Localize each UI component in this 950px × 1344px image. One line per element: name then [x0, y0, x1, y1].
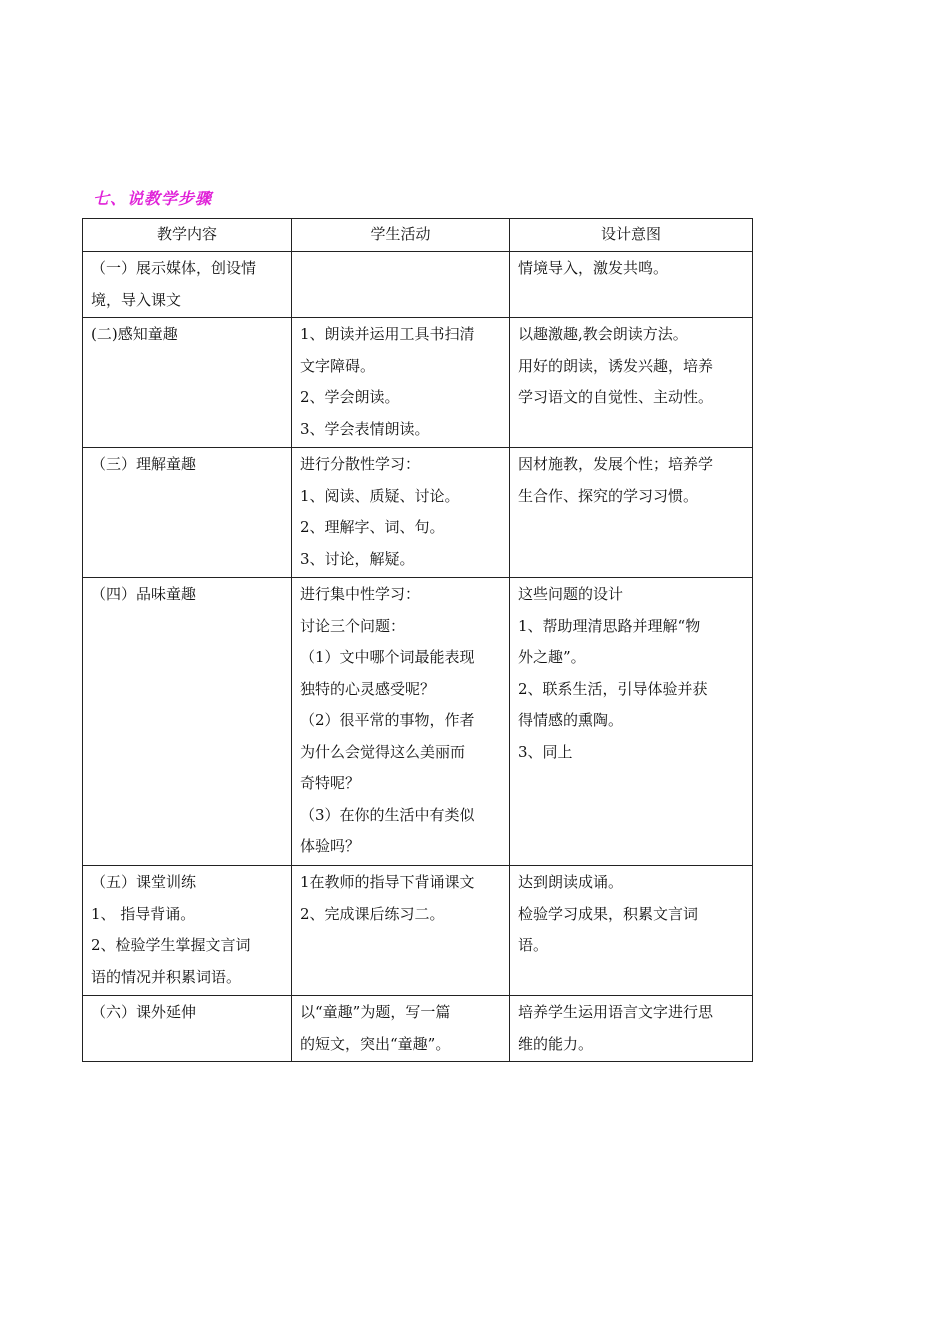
cell-line: 的短文，突出“童趣”。: [300, 1034, 451, 1053]
table-row: [83, 866, 753, 996]
cell-activity: [292, 866, 510, 996]
cell-line: 外之趣”。: [518, 648, 586, 666]
cell-intent: [510, 448, 753, 578]
cell-line: 这些问题的设计: [518, 585, 624, 603]
cell-line: 2、检验学生掌握文言词: [91, 936, 251, 954]
cell-line: 进行分散性学习：: [300, 455, 421, 473]
cell-content: [83, 448, 292, 578]
cell-line: 1在教师的指导下背诵课文: [300, 873, 475, 891]
cell-line: 进行集中性学习：: [300, 585, 421, 603]
cell-line: 文字障碍。: [300, 356, 376, 375]
cell-line: 独特的心灵感受呢？: [300, 679, 436, 698]
cell-line: 语。: [518, 936, 549, 954]
cell-line: 1、朗读并运用工具书扫清: [300, 325, 475, 343]
cell-line: 2、学会朗读。: [300, 388, 400, 406]
cell-line: 维的能力。: [518, 1034, 594, 1053]
cell-content: [83, 996, 292, 1062]
cell-intent: [510, 318, 753, 448]
cell-intent: [510, 996, 753, 1062]
header-activity: 学生活动: [292, 219, 510, 252]
cell-line: 因材施教，发展个性；培养学: [518, 455, 714, 473]
cell-line: 1、 指导背诵。: [91, 904, 196, 923]
cell-line: （3）在你的生活中有类似: [300, 805, 475, 824]
cell-line: 用好的朗读，诱发兴趣，培养: [518, 356, 714, 375]
cell-content: [83, 578, 292, 866]
cell-line: 2、理解字、词、句。: [300, 518, 445, 536]
cell-line: 培养学生运用语言文字进行思: [518, 1003, 714, 1021]
cell-line: （1）文中哪个词最能表现: [300, 648, 475, 666]
cell-line: 体验吗？: [300, 837, 361, 855]
cell-intent: [510, 578, 753, 866]
cell-line: （三）理解童趣: [91, 455, 197, 473]
cell-line: 奇特呢？: [300, 774, 361, 792]
cell-line: 检验学习成果，积累文言词: [518, 904, 699, 923]
cell-line: 学习语文的自觉性、主动性。: [518, 388, 714, 406]
table-body: [83, 252, 753, 1062]
header-intent: 设计意图: [510, 219, 753, 252]
cell-line: 3、讨论，解疑。: [300, 549, 415, 568]
cell-activity: [292, 448, 510, 578]
cell-line: 以趣激趣,教会朗读方法。: [518, 325, 688, 343]
cell-content: [83, 252, 292, 318]
cell-line: (二)感知童趣: [91, 325, 178, 343]
cell-intent: [510, 866, 753, 996]
cell-activity: [292, 318, 510, 448]
cell-line: 2、完成课后练习二。: [300, 904, 445, 923]
cell-line: 情境导入，激发共鸣。: [518, 259, 669, 277]
cell-line: （五）课堂训练: [91, 873, 197, 891]
cell-line: 讨论三个问题：: [300, 616, 406, 635]
cell-line: 生合作、探究的学习习惯。: [518, 486, 699, 505]
cell-line: 达到朗读成诵。: [518, 873, 624, 891]
cell-activity: [292, 252, 510, 318]
cell-line: 3、同上: [518, 742, 573, 761]
cell-line: （四）品味童趣: [91, 585, 197, 603]
cell-line: （一）展示媒体，创设情: [91, 259, 257, 277]
cell-line: 境，导入课文: [91, 290, 182, 309]
cell-content: [83, 866, 292, 996]
cell-line: 以“童趣”为题，写一篇: [300, 1003, 451, 1021]
header-content: 教学内容: [83, 219, 292, 252]
table-row: [83, 578, 753, 866]
table-row: [83, 318, 753, 448]
cell-content: [83, 318, 292, 448]
cell-line: 1、帮助理清思路并理解“物: [518, 616, 701, 635]
table-row: [83, 252, 753, 318]
cell-line: 3、学会表情朗读。: [300, 419, 430, 438]
teaching-steps-table: [82, 218, 753, 1062]
table-row: [83, 448, 753, 578]
section-title: 七、说教学步骤: [93, 189, 213, 208]
cell-line: （六）课外延伸: [91, 1003, 197, 1021]
cell-activity: [292, 996, 510, 1062]
table-header-row: [83, 219, 753, 252]
cell-line: 为什么会觉得这么美丽而: [300, 742, 466, 761]
cell-line: 语的情况并积累词语。: [91, 967, 242, 986]
cell-activity: [292, 578, 510, 866]
cell-intent: [510, 252, 753, 318]
cell-line: 得情感的熏陶。: [518, 711, 624, 729]
cell-line: 2、联系生活，引导体验并获: [518, 679, 708, 698]
cell-line: 1、阅读、质疑、讨论。: [300, 486, 460, 505]
cell-line: （2）很平常的事物，作者: [300, 711, 475, 729]
table-row: [83, 996, 753, 1062]
